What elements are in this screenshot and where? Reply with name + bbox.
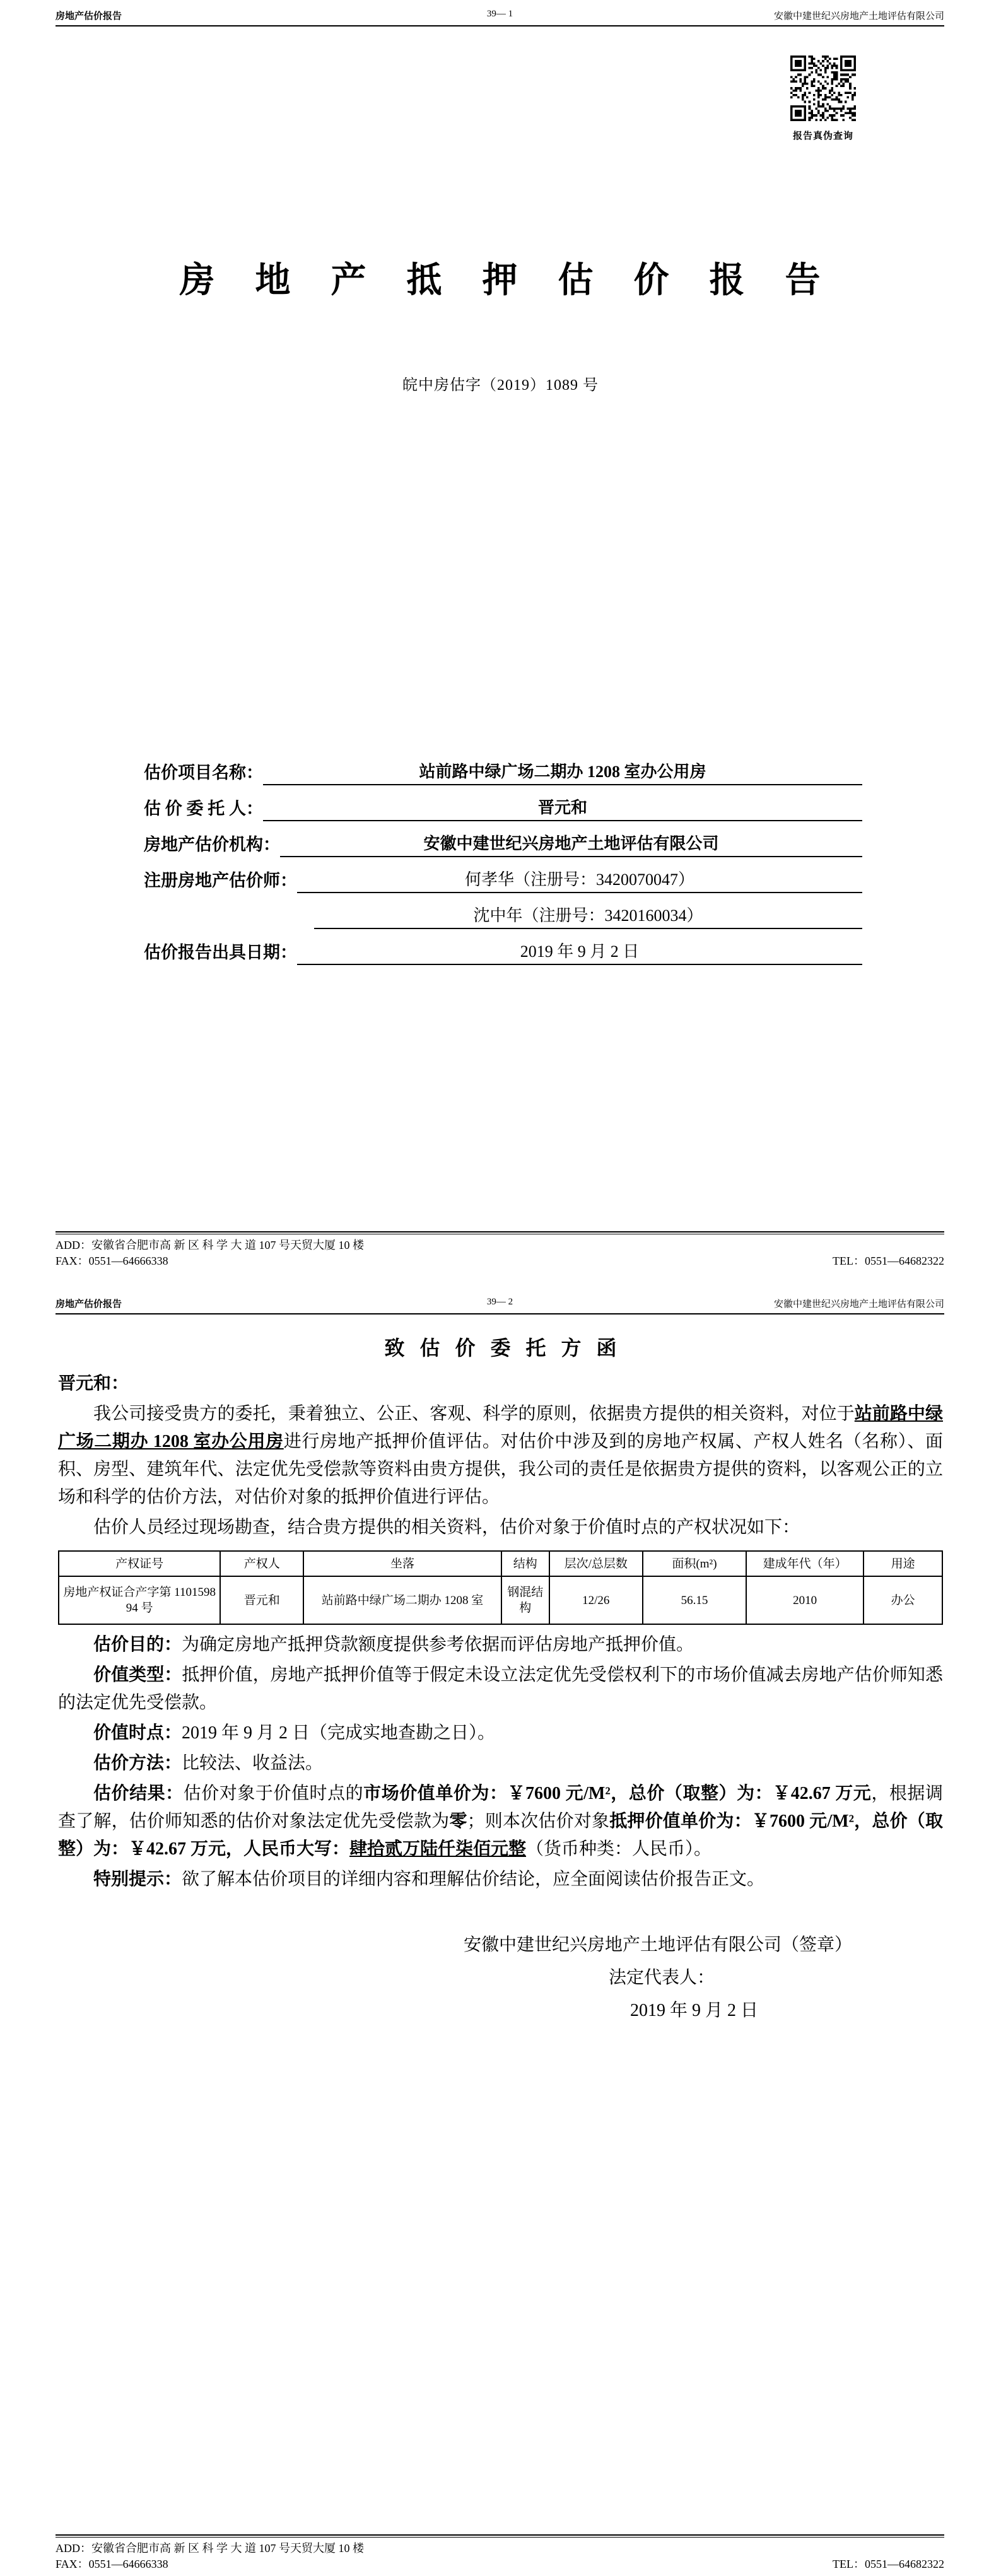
purpose-paragraph [58,1631,943,1659]
field-label: 房地产估价机构： [144,835,280,854]
column-header: 面积(m²) [643,1551,746,1576]
field-label: 估价项目名称： [144,763,263,782]
footer-fax: FAX：0551—64666338 [56,1255,168,1267]
result-mortgage-value: 抵押价值单价为：￥7600 元/M²，总价（取整）为：￥42.67 万元，人民币大写： [58,1812,943,1859]
letter-salutation: 晋元和： [58,1374,129,1393]
result-paragraph [58,1780,943,1863]
section-text: 2019 年 9 月 2 日（完成实地查勘之日）。 [182,1723,496,1743]
section-label: 估价目的： [93,1635,182,1654]
qr-code-icon [790,56,856,121]
column-header: 层次/总层数 [549,1551,643,1576]
intro-text: 进行房地产抵押价值评估。对估价中涉及到的房地产权属、产权人姓名（名称）、面积、房型、建筑年代、法定优先受偿款等资料由贵方提供，我公司的责任是依据贵方提供的资料，以客观公正的立场和科学的估价方法，对估价对象的抵押价值进行评估。 [58,1432,943,1507]
signature-legal-rep: 法定代表人： [609,1968,715,1988]
cell-owner: 晋元和 [220,1576,303,1624]
section-text: 比较法、收益法。 [182,1753,324,1773]
page-header [56,5,944,26]
field-label [144,927,314,929]
field-value: 2019 年 9 月 2 日 [297,939,862,965]
survey-paragraph: 估价人员经过现场勘查，结合贵方提供的相关资料，估价对象于价值时点的产权状况如下： [93,1518,800,1537]
field-row-appraiser-2 [144,893,862,929]
footer-address: ADD：安徽省合肥市高 新 区 科 学 大 道 107 号天贸大厦 10 楼 [56,2542,364,2555]
qr-block [790,56,856,142]
column-header: 建成年代（年） [746,1551,863,1576]
report-title: 房 地 产 抵 押 估 价 报 告 [179,261,822,300]
method-paragraph [58,1750,943,1777]
value-type-paragraph [58,1661,943,1717]
result-text: （货币种类：人民币）。 [526,1839,712,1859]
notice-paragraph [58,1866,943,1894]
cover-fields [144,749,862,965]
footer-fax: FAX：0551—64666338 [56,2558,168,2570]
field-value: 晋元和 [263,795,862,821]
field-value: 安徽中建世纪兴房地产土地评估有限公司 [280,831,862,857]
header-company-name: 安徽中建世纪兴房地产土地评估有限公司 [773,11,944,21]
letter-page [0,1288,1001,2576]
field-value: 站前路中绿广场二期办 1208 室办公用房 [263,759,862,785]
section-text: 抵押价值，房地产抵押价值等于假定未设立法定优先受偿权利下的市场价值减去房地产估价师知悉的法定优先受偿款。 [58,1665,943,1712]
page-header [56,1293,944,1314]
result-text: 估价对象于价值时点的 [183,1784,364,1803]
signature-block [464,1929,880,2027]
table-row [59,1576,942,1624]
cell-year-built: 2010 [746,1576,863,1624]
qr-caption: 报告真伪查询 [792,131,853,141]
value-date-paragraph [58,1719,943,1747]
letter-body [58,1317,943,2027]
footer-tel: TEL：0551—64682322 [833,1255,944,1267]
section-label: 特别提示： [93,1870,182,1889]
signature-company: 安徽中建世纪兴房地产土地评估有限公司（签章） [464,1935,853,1955]
letter-intro-paragraph [58,1400,943,1511]
header-company-name: 安徽中建世纪兴房地产土地评估有限公司 [773,1299,944,1309]
report-number: 皖中房估字（2019）1089 号 [402,377,599,394]
letter-title: 致 估 价 委 托 方 函 [384,1337,617,1359]
section-label: 价值类型： [93,1665,182,1685]
property-name-highlight: 站前路中绿广场二期办 1208 室办公用房 [58,1404,943,1451]
cell-area: 56.15 [643,1576,746,1624]
intro-text: 我公司接受贵方的委托，秉着独立、公正、客观、科学的原则，依据贵方提供的相关资料，对位于 [93,1404,855,1424]
field-label: 估 价 委 托 人： [144,799,263,818]
page-footer [56,2534,944,2572]
footer-rule [56,1231,944,1234]
cell-location: 站前路中绿广场二期办 1208 室 [303,1576,501,1624]
field-row-issue-date [144,929,862,965]
section-label: 估价结果： [93,1784,184,1803]
result-market-value: 市场价值单价为：￥7600 元/M²，总价（取整）为：￥42.67 万元 [363,1784,872,1803]
column-header: 结构 [501,1551,549,1576]
section-label: 价值时点： [93,1723,182,1743]
section-label: 估价方法： [93,1753,182,1773]
field-label: 注册房地产估价师： [144,871,297,890]
column-header: 用途 [863,1551,942,1576]
result-zero: 零 [449,1812,467,1831]
cell-floor: 12/26 [549,1576,643,1624]
field-value: 何孝华（注册号：3420070047） [297,867,862,893]
header-page-number: 39— 2 [486,1297,513,1307]
footer-rule [56,2534,944,2538]
property-rights-table [58,1550,943,1625]
page-footer [56,1231,944,1269]
cell-structure: 钢混结构 [501,1576,549,1624]
column-header: 产权证号 [59,1551,220,1576]
footer-tel: TEL：0551—64682322 [833,2558,944,2570]
field-row-client [144,785,862,821]
table-header-row [59,1551,942,1576]
header-page-number: 39— 1 [486,9,513,19]
result-text: ；则本次估价对象 [467,1812,610,1831]
footer-contact-line [56,1253,944,1269]
footer-address: ADD：安徽省合肥市高 新 区 科 学 大 道 107 号天贸大厦 10 楼 [56,1239,364,1251]
result-text: ，根据调查了解，估价师知悉的估价对象法定优先受偿款为 [58,1784,943,1831]
signature-date: 2019 年 9 月 2 日 [630,2001,759,2020]
footer-contact-line [56,2556,944,2572]
header-doc-type: 房地产估价报告 [56,1299,122,1309]
header-doc-type: 房地产估价报告 [56,11,122,21]
field-value: 沈中年（注册号：3420160034） [314,903,862,929]
section-text: 为确定房地产抵押贷款额度提供参考依据而评估房地产抵押价值。 [182,1635,694,1654]
field-label: 估价报告出具日期： [144,943,297,962]
cell-certificate-no: 房地产权证合产字第 110159894 号 [59,1576,220,1624]
result-amount-in-words: 肆拾贰万陆仟柒佰元整 [349,1839,527,1859]
field-row-project-name [144,749,862,785]
column-header: 产权人 [220,1551,303,1576]
cell-usage: 办公 [863,1576,942,1624]
field-row-agency [144,821,862,857]
field-row-appraiser-1 [144,857,862,893]
section-text: 欲了解本估价项目的详细内容和理解估价结论，应全面阅读估价报告正文。 [182,1870,765,1889]
column-header: 坐落 [303,1551,501,1576]
